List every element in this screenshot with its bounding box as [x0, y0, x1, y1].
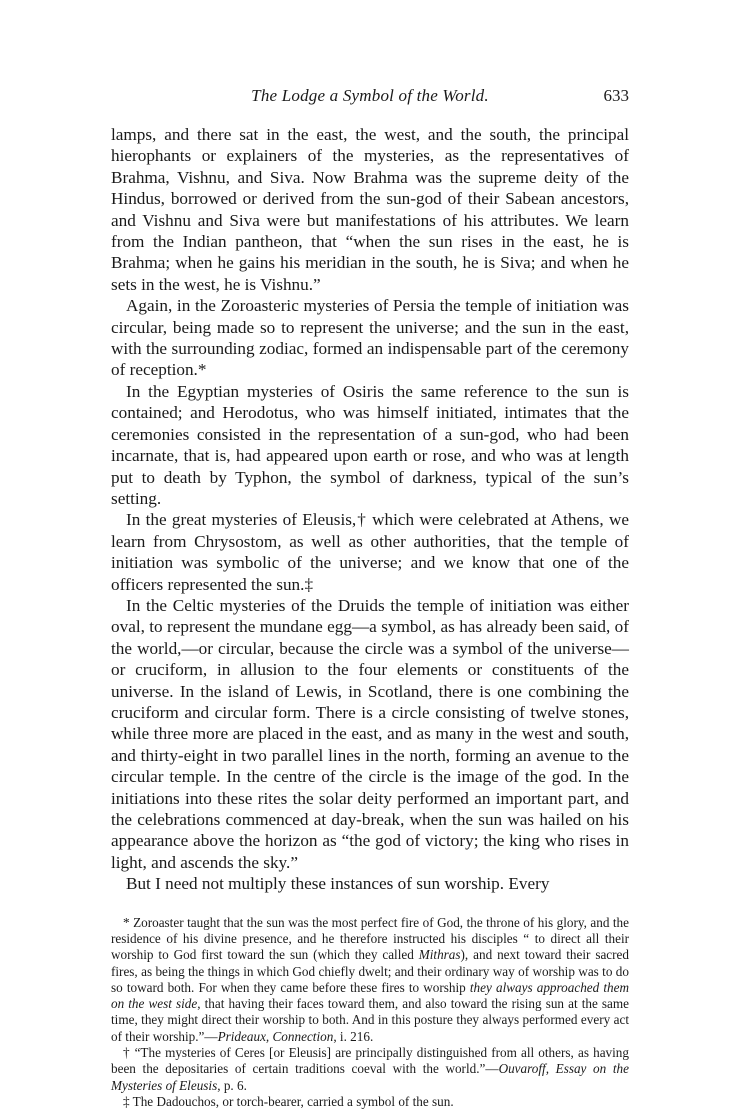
footnotes: [111, 915, 629, 1111]
running-title: The Lodge a Symbol of the World.: [251, 86, 489, 105]
footnote-zoroaster: [111, 915, 629, 1045]
paragraph: Again, in the Zoroasteric mysteries of Persia the temple of initiation was circular, being made so to represent the universe; and the sun in the east, with the surrounding zodiac, formed an indispensable part of the ceremony of reception.*: [111, 296, 629, 380]
footnote-citation: Prideaux, Connection: [217, 1028, 334, 1044]
footnote-text: , p. 6.: [217, 1077, 247, 1093]
footnote-italic: they always approached them on the west side: [111, 979, 629, 1012]
footnote-text: , i. 216.: [333, 1028, 374, 1044]
footnote-text: ‡ The Dadouchos, or torch-bearer, carried a symbol of the sun.: [123, 1093, 454, 1109]
paragraph: In the Egyptian mysteries of Osiris the same reference to the sun is contained; and Herodotus, who was himself initiated, intimates that the ceremonies consisted in the representation of a sun-god, who had been incarnate, that is, had appeared upon earth or rose, and who was at length put to death by Typhon, the symbol of darkness, typical of the sun’s setting.: [111, 381, 629, 508]
footnote-text: ), and next toward their sacred fires, as being the things in which God chiefly dwelt; and their ordinary way of worship was to do so toward both. For when they came before these fires to worship: [111, 947, 630, 995]
footnote-text: , that having their faces toward them, and also toward the rising sun at the same time, they might direct their worship to both. And in this posture they always performed every act of their worship.”—: [111, 996, 629, 1044]
footnote-citation: Ouvaroff, Essay on the Mysteries of Eleusis: [111, 1061, 629, 1093]
page-number: 633: [603, 86, 629, 105]
footnote-italic: Mithras: [418, 947, 461, 963]
paragraph: In the great mysteries of Eleusis,† which were celebrated at Athens, we learn from Chrysostom, as well as other authorities, that the temple of initiation was symbolic of the universe; and we know that one of the officers represented the sun.‡: [111, 510, 629, 594]
body-text: [111, 124, 629, 895]
footnote-dadouchos: [111, 1094, 629, 1110]
running-header: [111, 86, 629, 110]
footnote-ceres: [111, 1045, 629, 1094]
paragraph: In the Celtic mysteries of the Druids the temple of initiation was either oval, to represent the mundane egg—a symbol, as has already been said, of the world,—or circular, because the circle was a symbol of the universe—or cruciform, in allusion to the four elements or constituents of the universe. In the island of Lewis, in Scotland, there is one combining the cruciform and circular form. There is a circle consisting of twelve stones, while three more are placed in the east, and as many in the west and south, and thirty-eight in two parallel lines in the north, forming an avenue to the circular temple. In the centre of the circle is the image of the god. In the initiations into these rites the solar deity performed an important part, and the celebrations commenced at day-break, when the sun was hailed on his appearance above the horizon as “the god of victory; the king who rises in light, and ascends the sky.”: [111, 595, 629, 872]
paragraph: But I need not multiply these instances of sun worship. Every: [126, 874, 550, 894]
paragraph: lamps, and there sat in the east, the west, and the south, the principal hierophants or explainers of the mysteries, as the representatives of Brahma, Vishnu, and Siva. Now Brahma was the supreme deity of the Hindus, borrowed or derived from the sun-god of their Sabean ancestors, and Vishnu and Siva were but manifestations of his attributes. We learn from the Indian pantheon, that “when the sun rises in the east, he is Brahma; when he gains his meridian in the south, he is Siva; and when he sets in the west, he is Vishnu.”: [111, 125, 629, 294]
footnote-text: † “The mysteries of Ceres [or Eleusis] are principally distinguished from all others, as having been the depositaries of certain traditions coeval with the world.”—: [111, 1045, 629, 1077]
footnote-text: * Zoroaster taught that the sun was the most perfect fire of God, the throne of his glory, and the residence of his divine presence, and he therefore instructed his disciples “ to direct all their worship to God first toward the sun (which they called: [111, 914, 629, 963]
